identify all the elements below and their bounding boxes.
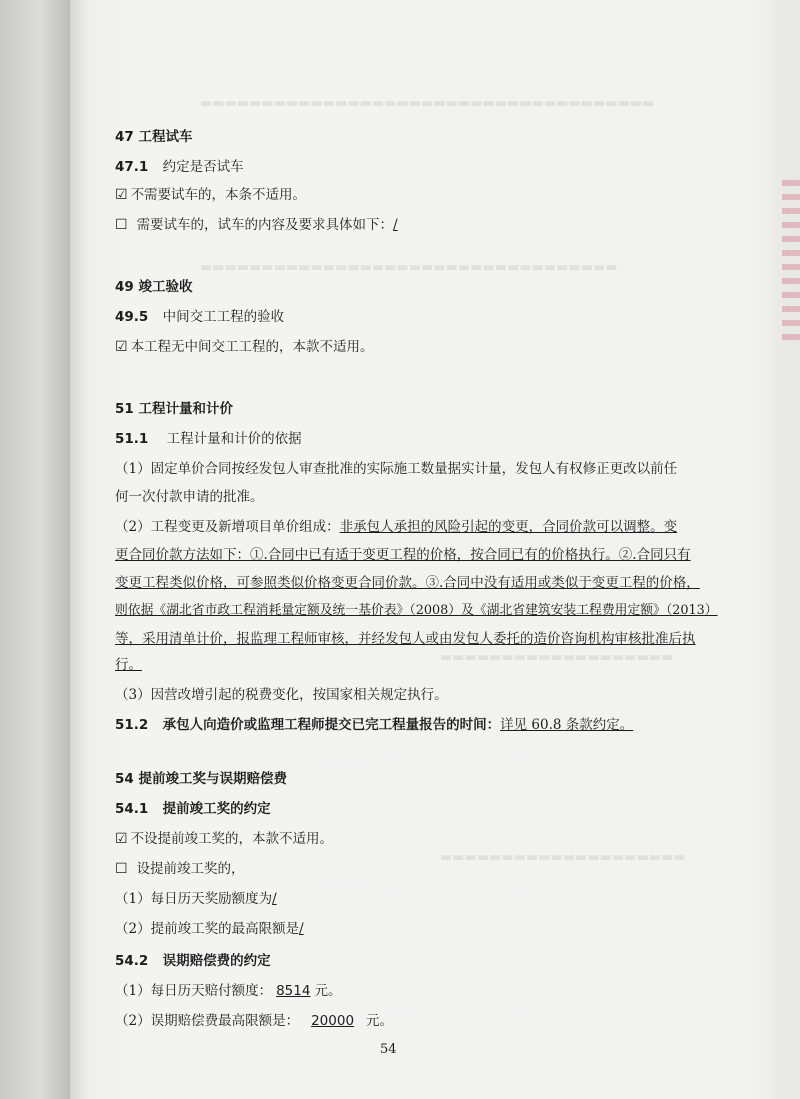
clause-title: 误期赔偿费的约定: [162, 953, 271, 969]
clause-number: 54.1: [115, 801, 149, 817]
option-test-run: [115, 216, 398, 234]
colored-page-edge: [782, 180, 800, 340]
clause-title: 提前竣工奖的约定: [162, 801, 271, 817]
delay-max-amount: [115, 1012, 393, 1030]
clause-title: 工程计量和计价的依据: [166, 431, 302, 447]
item-text: （1）每日历天奖励额度为: [115, 891, 273, 907]
clause-number: 51.2: [115, 717, 149, 733]
checked-box-icon: ☑: [115, 187, 128, 203]
clause-51-2: [115, 716, 633, 734]
option-text: 不设提前竣工奖的，本款不适用。: [130, 831, 334, 847]
unit-text: 元。: [314, 983, 342, 999]
option-no-intermediate: [115, 338, 374, 356]
clause-number: 49.5: [115, 309, 149, 325]
clause-number: 51.1: [115, 431, 149, 447]
option-text: 不需要试车的，本条不适用。: [130, 187, 307, 203]
clause-number: 47.1: [115, 159, 149, 175]
bleed-through-text: ▬▬▬▬▬▬▬▬▬▬▬▬▬▬▬▬▬▬▬▬▬▬▬▬▬▬▬▬▬▬▬▬▬▬▬▬▬: [200, 96, 655, 111]
section-51-heading: 51 工程计量和计价: [115, 401, 233, 417]
paragraph-2-line-6: 行。: [115, 657, 142, 673]
clause-51-1: [115, 430, 302, 448]
fill-in-value: /: [393, 217, 398, 233]
bleed-through-text: ▬▬▬▬▬▬▬▬▬▬▬▬▬▬▬▬▬▬▬: [440, 650, 674, 665]
section-54-heading: 54 提前竣工奖与误期赔偿费: [115, 771, 287, 787]
clause-value: 详见 60.8 条款约定。: [500, 717, 634, 733]
checked-box-icon: ☑: [115, 339, 128, 355]
option-early-bonus: [115, 860, 245, 878]
clause-54-2: [115, 952, 271, 970]
checked-box-icon: ☑: [115, 831, 128, 847]
fill-in-value: 8514: [276, 983, 311, 999]
unchecked-box-icon: ☐: [115, 217, 128, 233]
clause-title: 约定是否试车: [162, 159, 244, 175]
paragraph-2-line-4: 则依据《湖北省市政工程消耗量定额及统一基价表》（2008）及《湖北省建筑安装工程费用定额》（2013）: [115, 603, 718, 618]
bleed-through-text: ▬▬▬▬▬▬▬▬▬▬▬▬▬▬▬▬▬▬▬▬: [440, 850, 686, 865]
option-text: 设提前竣工奖的，: [136, 861, 245, 877]
clause-54-1: [115, 800, 271, 818]
paragraph-2-line-2: 更合同价款方法如下：①.合同中已有适于变更工程的价格，按合同已有的价格执行。②.合同只有: [115, 547, 691, 563]
fill-in-value: /: [272, 891, 277, 907]
item-text: （2）误期赔偿费最高限额是：: [115, 1013, 300, 1029]
option-text: 需要试车的，试车的内容及要求具体如下：: [136, 217, 394, 233]
bleed-through-text: ▬▬▬▬▬▬▬▬▬▬▬▬▬▬▬▬▬▬▬▬▬▬▬▬▬▬▬▬▬▬▬▬▬▬: [200, 260, 618, 275]
fill-in-value: 20000: [311, 1013, 355, 1029]
option-no-early-bonus: [115, 830, 333, 848]
paragraph-1-line-1: （1）固定单价合同按经发包人审查批准的实际施工数量据实计量，发包人有权修正更改以前任: [115, 461, 678, 477]
clause-title: 承包人向造价或监理工程师提交已完工程量报告的时间：: [162, 717, 501, 733]
unchecked-box-icon: ☐: [115, 861, 128, 877]
item-text: （2）提前竣工奖的最高限额是: [115, 921, 300, 937]
clause-title: 中间交工工程的验收: [162, 309, 285, 325]
page-number: 54: [380, 1042, 397, 1057]
paragraph-2-line-3: 变更工程类似价格，可参照类似价格变更合同价款。③.合同中没有适用或类似于变更工程的价格，: [115, 575, 700, 591]
fill-in-value: /: [299, 921, 304, 937]
paragraph-2-line-1: [115, 518, 677, 536]
clause-47-1: [115, 158, 244, 176]
bonus-max-amount: [115, 920, 304, 938]
paragraph-1-line-2: 何一次付款申请的批准。: [115, 489, 264, 505]
item-text: （1）每日历天赔付额度：: [115, 983, 273, 999]
paragraph-text: （2）工程变更及新增项目单价组成：: [115, 519, 340, 535]
clause-number: 54.2: [115, 953, 149, 969]
binding-edge: [0, 0, 70, 1099]
paragraph-3: （3）因营改增引起的税费变化，按国家相关规定执行。: [115, 687, 448, 703]
option-no-test-run: [115, 186, 306, 204]
section-49-heading: 49 竣工验收: [115, 279, 193, 295]
bonus-daily-amount: [115, 890, 277, 908]
unit-text: 元。: [366, 1013, 394, 1029]
section-47-heading: 47 工程试车: [115, 129, 193, 145]
option-text: 本工程无中间交工工程的，本款不适用。: [130, 339, 374, 355]
paragraph-2-line-5: 等，采用清单计价，报监理工程师审核，并经发包人或由发包人委托的造价咨询机构审核批准后执: [115, 631, 696, 647]
clause-49-5: [115, 308, 284, 326]
underlined-text: 非承包人承担的风险引起的变更，合同价款可以调整。变: [339, 519, 678, 535]
delay-daily-amount: [115, 982, 341, 1000]
